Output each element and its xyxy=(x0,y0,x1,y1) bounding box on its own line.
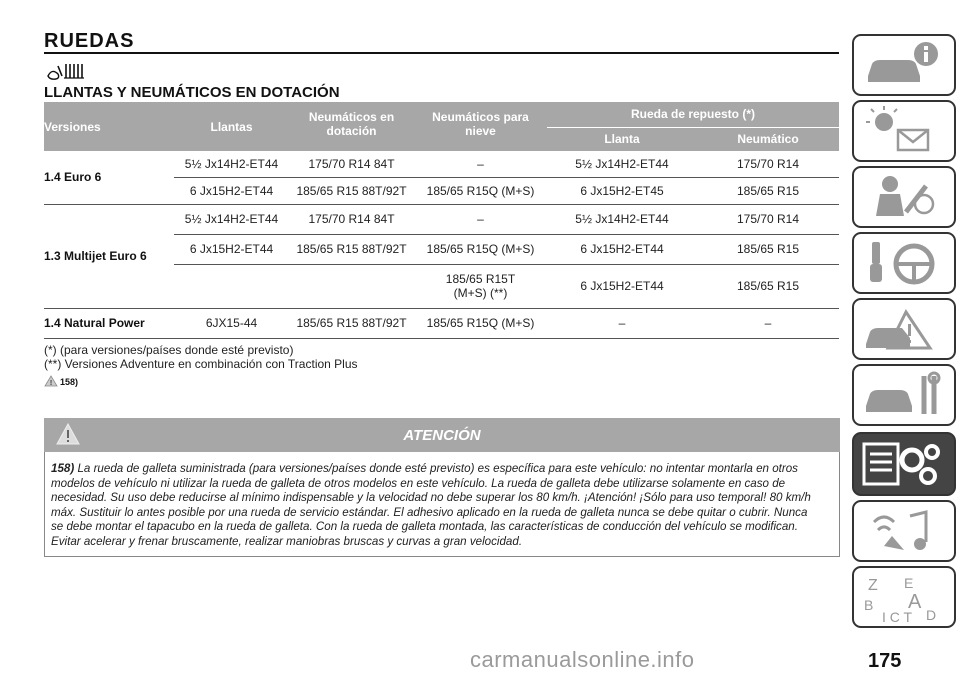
header-llantas: Llantas xyxy=(174,102,289,151)
svg-text:!: ! xyxy=(49,380,53,387)
section-subtitle: LLANTAS Y NEUMÁTICOS EN DOTACIÓN xyxy=(44,84,340,101)
page-title: RUEDAS xyxy=(44,30,135,52)
table-cell: 185/65 R15 xyxy=(697,177,839,204)
table-cell: 175/70 R14 84T xyxy=(289,204,414,234)
table-cell: 6 Jx15H2-ET45 xyxy=(547,177,697,204)
warning-text xyxy=(51,462,821,549)
table-cell: 185/65 R15 88T/92T xyxy=(289,308,414,338)
table-cell: 5½ Jx14H2-ET44 xyxy=(547,204,697,234)
warning-body: La rueda de galleta suministrada (para versiones/países donde esté previsto) es específica para este vehículo: no intentar montarla en otros modelos de vehículo ni utilizar la rueda de galleta de otros modelos en este vehículo. La rueda de galleta debe utilizarse solamente en caso de necesidad. Su uso debe reducirse al mínimo indispensable y la velocidad no debe superar los 80 km/h. ¡Atención! ¡Sólo para uso temporal! 80 km/h máx. Sustituir lo antes posible por una rueda de servicio estándar. El adhesivo aplicado en la rueda de galleta nunca se debe quitar o cubrir. Nunca se debe montar el tapacubo en la rueda de galleta. Con la rueda de galleta montada, las características de conducción del vehículo se modifican. Evitar acelerar y frenar bruscamente, realizar maniobras bruscas y curvas a gran velocidad. xyxy=(51,462,811,548)
header-neumatico: Neumático xyxy=(697,127,839,151)
version-cell: 1.3 Multijet Euro 6 xyxy=(44,204,174,308)
footnote: (**) Versiones Adventure en combinación con Traction Plus xyxy=(44,357,358,371)
table-cell: 185/65 R15Q (M+S) xyxy=(414,308,547,338)
car-tools-icon[interactable] xyxy=(852,364,956,426)
header-neumaticos-dotacion: Neumáticos en dotación xyxy=(289,102,414,151)
table-cell: 6 Jx15H2-ET44 xyxy=(547,234,697,264)
table-cell: 175/70 R14 xyxy=(697,204,839,234)
car-info-icon[interactable] xyxy=(852,34,956,96)
title-divider xyxy=(44,52,839,54)
multimedia-icon[interactable] xyxy=(852,500,956,562)
warning-reference-number: 158) xyxy=(60,377,79,387)
table-cell: 5½ Jx14H2-ET44 xyxy=(174,204,289,234)
table-cell: 6 Jx15H2-ET44 xyxy=(547,264,697,308)
table-cell: 185/65 R15Q (M+S) xyxy=(414,234,547,264)
alphabet-index-icon[interactable] xyxy=(852,566,956,628)
table-cell xyxy=(174,264,289,308)
warning-reference xyxy=(44,375,78,387)
table-footnotes xyxy=(44,343,358,371)
table-cell: 185/65 R15 88T/92T xyxy=(289,234,414,264)
header-llanta: Llanta xyxy=(547,127,697,151)
version-cell: 1.4 Euro 6 xyxy=(44,151,174,204)
warning-number: 158) xyxy=(51,462,75,475)
table-cell: 6JX15-44 xyxy=(174,308,289,338)
svg-text:E: E xyxy=(904,575,914,591)
table-cell: – xyxy=(414,204,547,234)
car-crash-icon[interactable] xyxy=(852,298,956,360)
svg-text:I C T: I C T xyxy=(882,609,913,625)
seat-safety-icon[interactable] xyxy=(852,166,956,228)
warning-triangle-icon xyxy=(44,375,58,387)
table-cell: – xyxy=(547,308,697,338)
header-versiones: Versiones xyxy=(44,102,174,151)
table-cell: 185/65 R15 xyxy=(697,264,839,308)
table-cell: 5½ Jx14H2-ET44 xyxy=(547,151,697,177)
specs-gear-icon[interactable] xyxy=(852,432,956,496)
table-cell: 185/65 R15Q (M+S) xyxy=(414,177,547,204)
table-cell xyxy=(289,264,414,308)
header-neumaticos-nieve: Neumáticos para nieve xyxy=(414,102,547,151)
version-cell: 1.4 Natural Power xyxy=(44,308,174,338)
table-cell: 175/70 R14 xyxy=(697,151,839,177)
table-cell: – xyxy=(697,308,839,338)
table-cell: 185/65 R15T (M+S) (**) xyxy=(414,264,547,308)
tire-wheel-icon xyxy=(44,60,92,82)
table-cell: 6 Jx15H2-ET44 xyxy=(174,234,289,264)
wheels-tires-table xyxy=(44,102,839,339)
footnote: (*) (para versiones/países donde esté previsto) xyxy=(44,343,294,357)
warning-lights-icon[interactable] xyxy=(852,100,956,162)
table-cell: 6 Jx15H2-ET44 xyxy=(174,177,289,204)
warning-box xyxy=(44,452,840,557)
header-rueda-repuesto: Rueda de repuesto (*) xyxy=(547,102,839,127)
table-cell: 185/65 R15 88T/92T xyxy=(289,177,414,204)
table-cell: 185/65 R15 xyxy=(697,234,839,264)
svg-text:Z: Z xyxy=(868,577,878,594)
key-steering-icon[interactable] xyxy=(852,232,956,294)
table-cell: 175/70 R14 84T xyxy=(289,151,414,177)
svg-text:B: B xyxy=(864,597,874,613)
page-number: 175 xyxy=(868,650,902,672)
watermark: carmanualsonline.info xyxy=(470,647,695,672)
table-cell: – xyxy=(414,151,547,177)
warning-header xyxy=(44,418,840,452)
warning-title: ATENCIÓN xyxy=(403,427,481,444)
table-cell: 5½ Jx14H2-ET44 xyxy=(174,151,289,177)
svg-text:D: D xyxy=(926,607,937,623)
svg-text:A: A xyxy=(908,591,922,613)
